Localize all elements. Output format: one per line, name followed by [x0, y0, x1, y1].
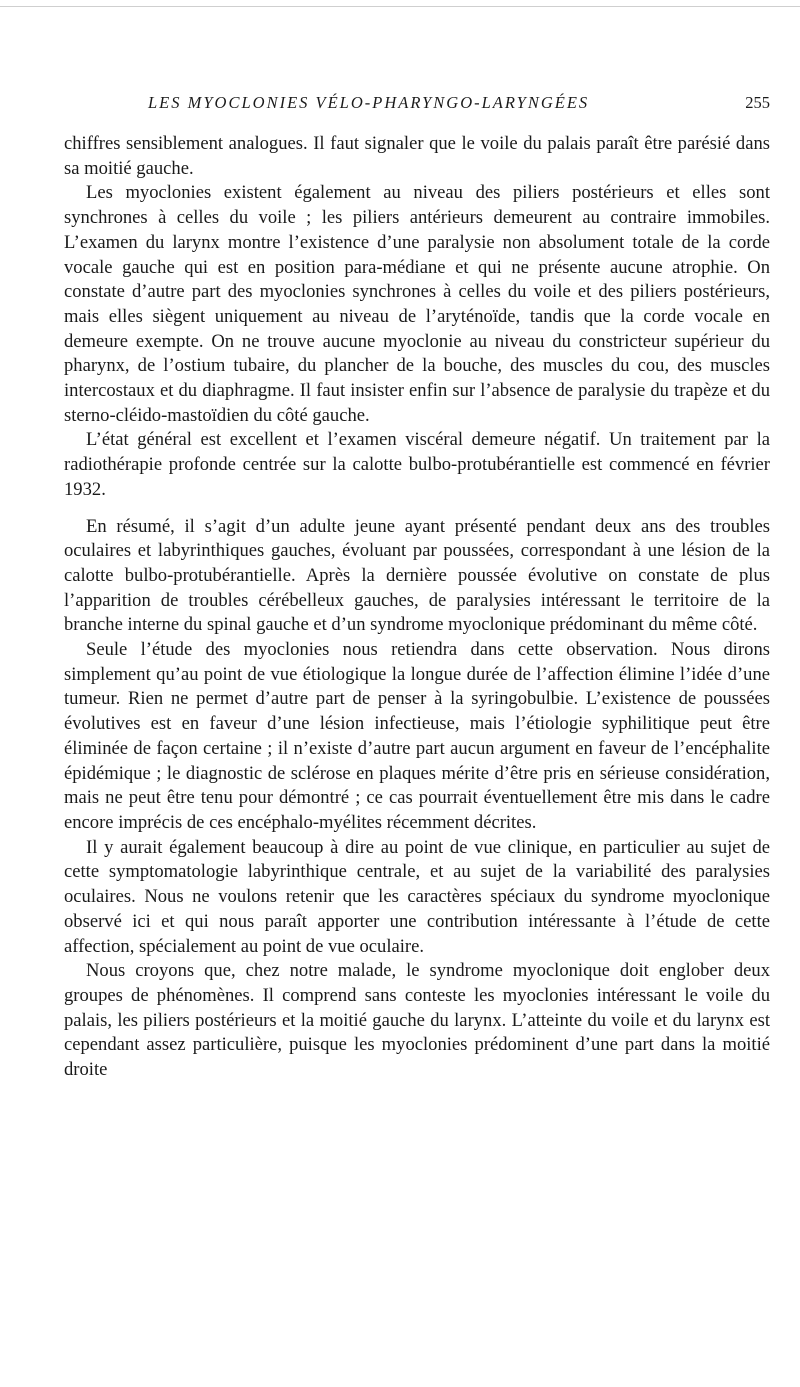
running-title: LES MYOCLONIES VÉLO-PHARYNGO-LARYNGÉES [148, 93, 590, 112]
body-text [64, 132, 770, 1083]
running-header [138, 93, 770, 117]
paragraph: En résumé, il s’agit d’un adulte jeune ayant présenté pendant deux ans des troubles oculaires et labyrinthiques gauches, évoluant par poussées, correspondant à une lésion de la calotte bulbo-protubérantielle. Après la dernière poussée évolutive on constate de plus l’apparition de troubles cérébelleux gauches, de paralysies intéressant le territoire de la branche interne du spinal gauche et d’un syndrome myoclonique prédominant du même côté. [64, 515, 770, 636]
paragraph: L’état général est excellent et l’examen viscéral demeure négatif. Un traitement par la radiothérapie profonde centrée sur la calotte bulbo-protubérantielle est commencé en février 1932. [64, 429, 770, 500]
paragraph: Les myoclonies existent également au niveau des piliers postérieurs et elles sont synchrones à celles du voile ; les piliers antérieurs demeurent au contraire immobiles. L’examen du larynx montre l’existence d’une paralysie non absolument totale de la corde vocale gauche qui est en position para-médiane et qui ne présente aucune atrophie. On constate d’autre part des myoclonies synchrones à celles du voile et des piliers postérieurs, mais elles siègent uniquement au niveau de l’aryténoïde, tandis que la corde vocale en demeure exempte. On ne trouve aucune myoclonie au niveau du constricteur supérieur du pharynx, de l’ostium tubaire, du plancher de la bouche, des muscles du cou, des muscles intercostaux et du diaphragme. Il faut insister enfin sur l’absence de paralysie du trapèze et du sterno-cléido-mastoïdien du côté gauche. [64, 182, 770, 426]
page-top-edge [0, 6, 800, 7]
paragraph: chiffres sensiblement analogues. Il faut signaler que le voile du palais paraît être parésié dans sa moitié gauche. [64, 133, 770, 179]
paragraph: Il y aurait également beaucoup à dire au point de vue clinique, en particulier au sujet de cette symptomatologie labyrinthique centrale, et au sujet de la variabilité des paralysies oculaires. Nous ne voulons retenir que les caractères spéciaux du syndrome myoclonique observé ici et qui nous paraît apporter une contribution intéressante à l’étude de cette affection, spécialement au point de vue oculaire. [64, 836, 770, 957]
paragraph: Seule l’étude des myoclonies nous retiendra dans cette observation. Nous dirons simplement qu’au point de vue étiologique la longue durée de l’affection élimine l’idée d’une tumeur. Rien ne permet d’autre part de penser à la syringobulbie. L’existence de poussées évolutives est en faveur d’une lésion infectieuse, mais l’étiologie syphilitique peut être éliminée de façon certaine ; il n’existe d’autre part aucun argument en faveur de l’encéphalite épidémique ; le diagnostic de sclérose en plaques mérite d’être pris en sérieuse considération, mais ne peut être tenu pour démontré ; ce cas pourrait éventuellement être mis dans le cadre encore imprécis de ces encéphalo-myélites récemment décrites. [64, 639, 770, 833]
page-number: 255 [745, 93, 770, 112]
paragraph: Nous croyons que, chez notre malade, le syndrome myoclonique doit englober deux groupes de phénomènes. Il comprend sans conteste les myoclonies intéressant le voile du palais, les piliers postérieurs et la moitié gauche du larynx. L’atteinte du voile et du larynx est cependant assez particulière, puisque les myoclonies prédominent d’une part dans la moitié droite [64, 960, 770, 1081]
